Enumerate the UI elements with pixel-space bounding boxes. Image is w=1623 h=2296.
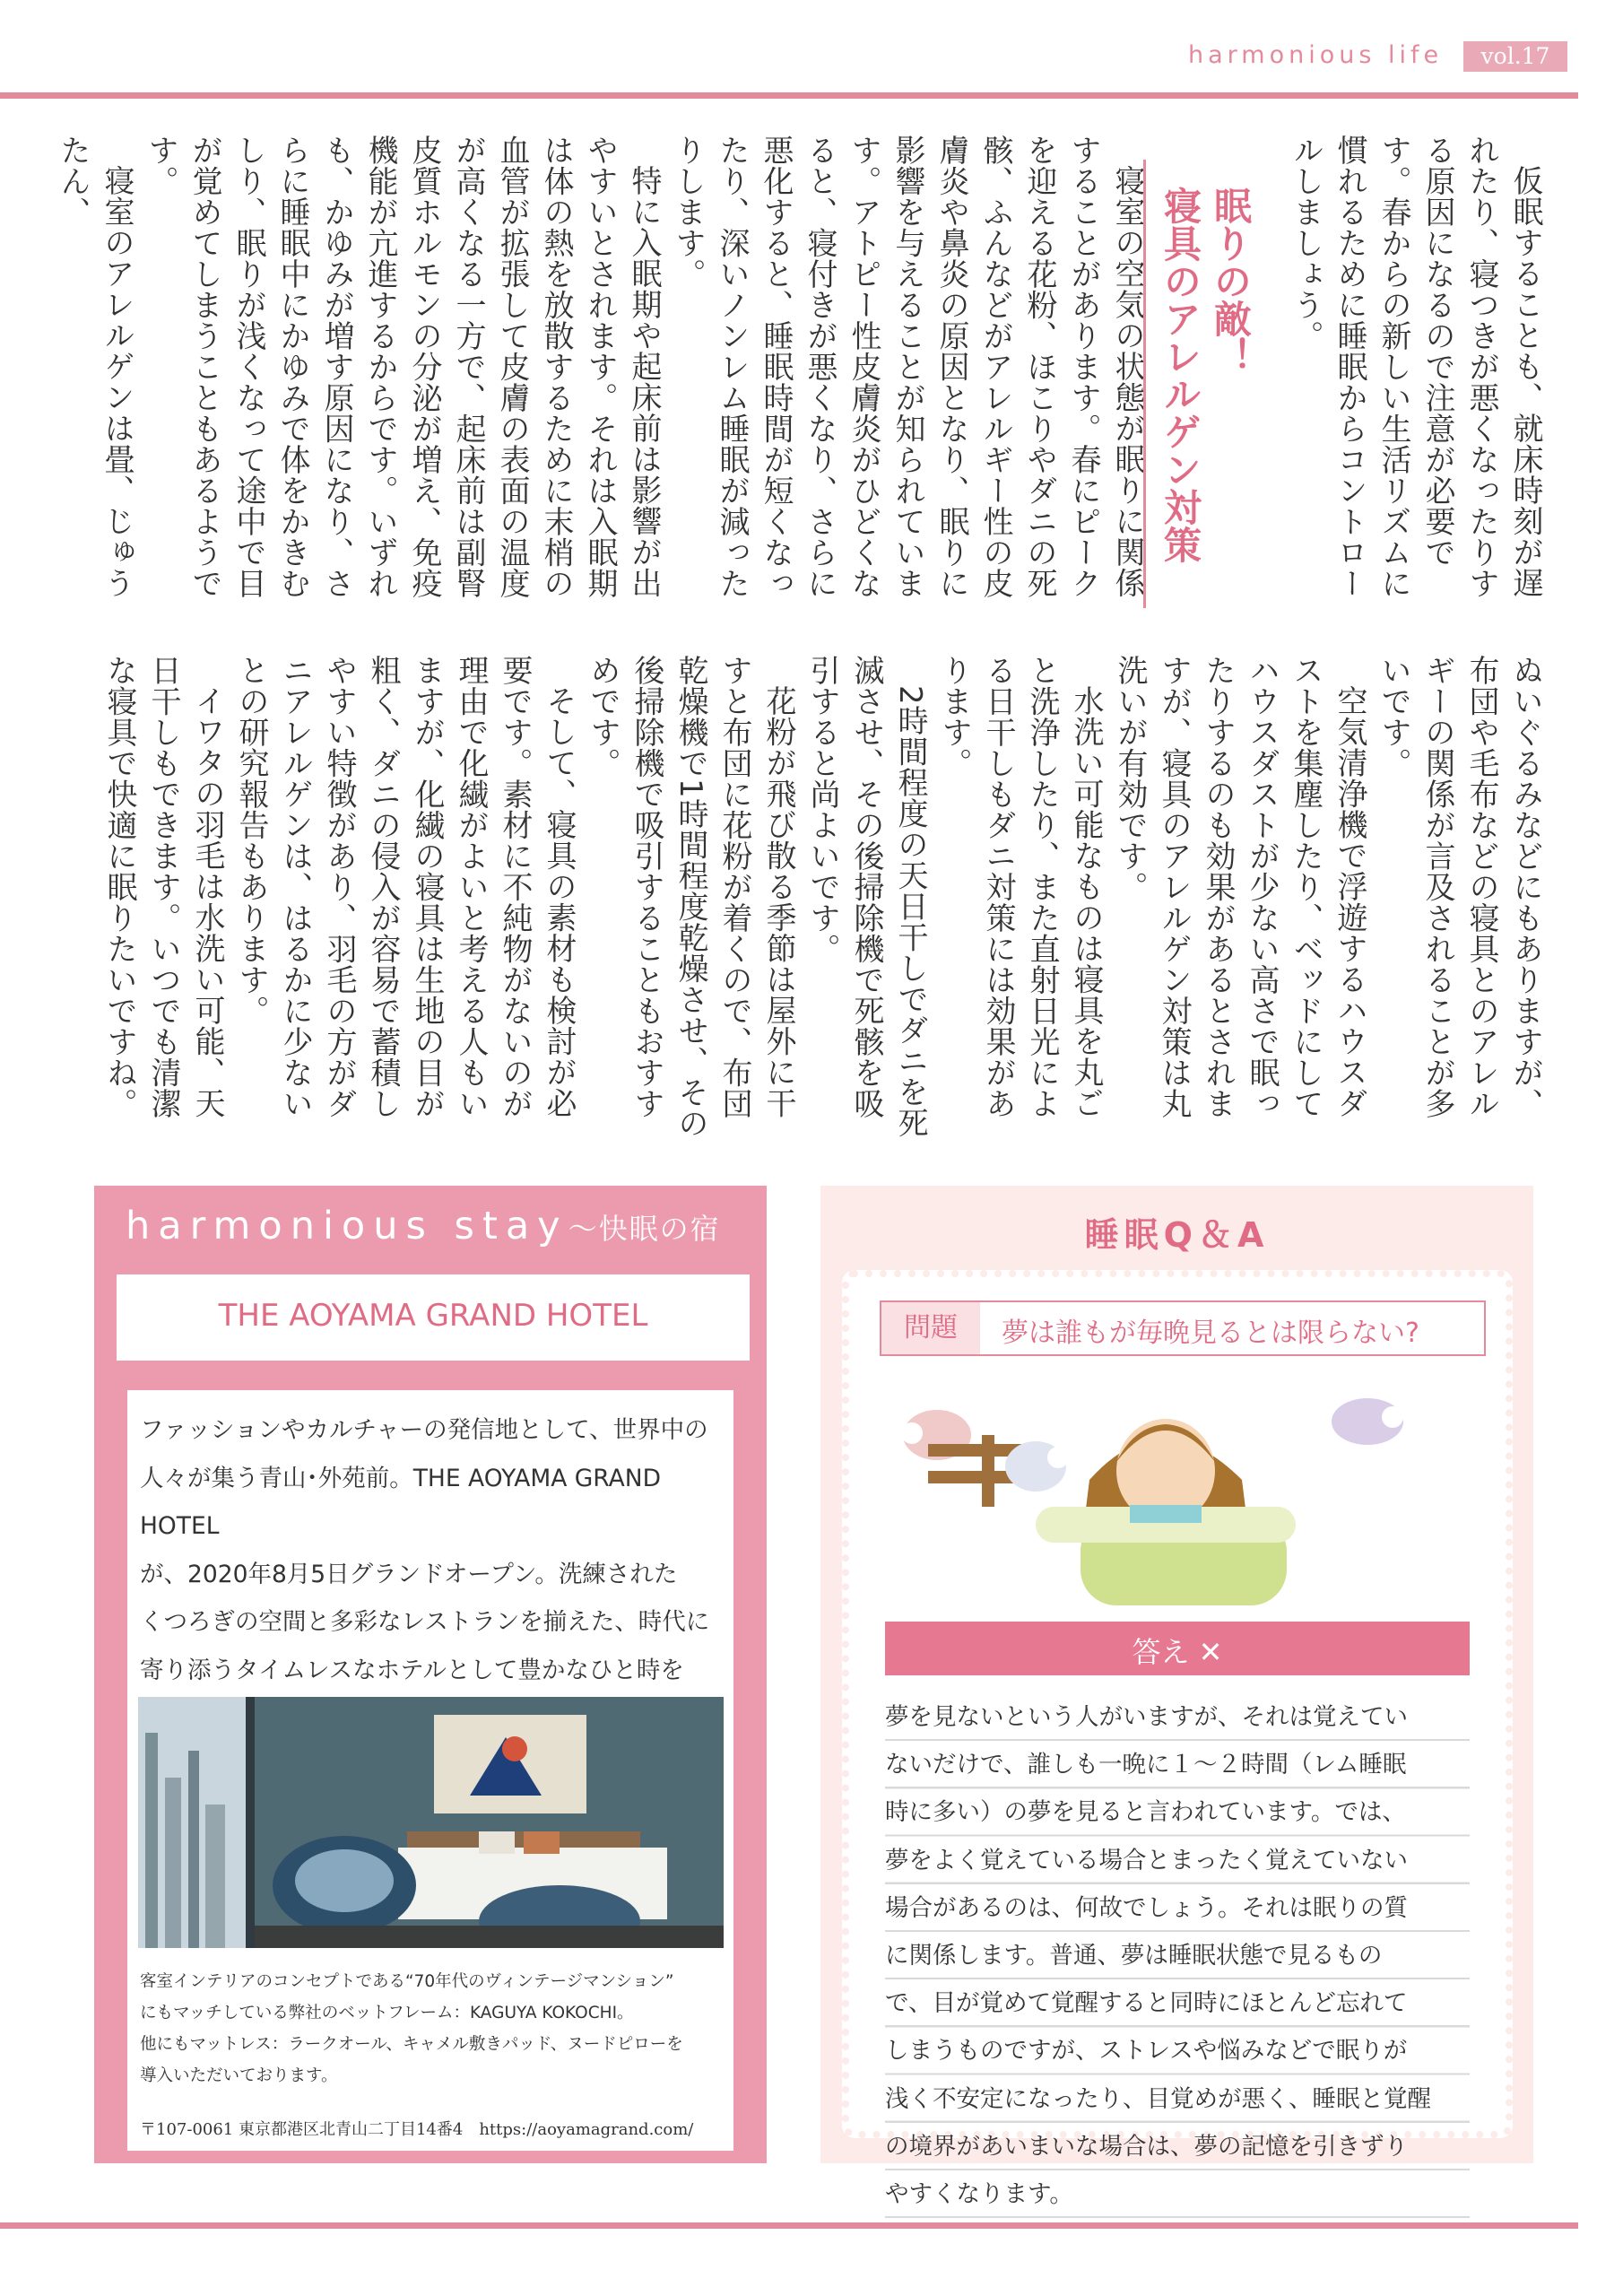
stay-line: くつろぎの空間と多彩なレストランを揃えた、時代に bbox=[140, 1608, 710, 1636]
article-paragraph: 水洗い可能なものは寝具を丸ごと洗浄したり、また直射日光による日干しもダニ対策には効果があります。 bbox=[936, 655, 1104, 1119]
stay-description bbox=[140, 1406, 723, 1743]
footer-rule bbox=[0, 2222, 1578, 2229]
article-paragraph: 仮眠することも、就床時刻が遅れたり、寝つきが悪くなったりする原因になるので注意が必要です。春からの新しい生活リズムに慣れるために睡眠からコントロールしましょう。 bbox=[1288, 135, 1543, 599]
hotel-name-box bbox=[114, 1272, 752, 1363]
answer-line: 夢を見ないという人がいますが、それは覚えてい bbox=[885, 1703, 1408, 1731]
stay-title-main: harmonious stay bbox=[126, 1204, 568, 1248]
stay-body bbox=[127, 1390, 733, 2151]
answer-line: 時に多い）の夢を見ると言われています。では、 bbox=[885, 1798, 1406, 1827]
answer-line: 場合があるのは、何故でしょう。それは眠りの質 bbox=[885, 1893, 1408, 1922]
answer-line: に関係します。普通、夢は睡眠状態で見るもの bbox=[885, 1942, 1383, 1970]
answer-text bbox=[885, 1693, 1470, 2218]
answer-label: 答え ✕ bbox=[1132, 1635, 1223, 1669]
caption-line: 客室インテリアのコンセプトである“70年代のヴィンテージマンション” bbox=[140, 1972, 674, 1991]
photo-caption bbox=[140, 1966, 723, 2092]
sleep-illustration-icon bbox=[901, 1372, 1466, 1614]
sleep-qa-card bbox=[820, 1186, 1533, 2209]
article-paragraph: そして、寝具の素材も検討が必要です。素材に不純物がないのが理由で化繊がよいと考える人もいますが、化繊の寝具は生地の目が粗く、ダニの侵入が容易で蓄積しやすい特徴があり、羽毛の方がダニアレルゲンは、はるかに少ないとの研究報告もあります。 bbox=[233, 655, 577, 1119]
article-paragraph: 空気清浄機で浮遊するハウスダストを集塵したり、ベッドにしてハウスダストが少ない高さで眠ったりするのも効果があるとされますが、寝具のアレルゲン対策は丸洗いが有効です。 bbox=[1112, 655, 1367, 1119]
article-paragraph: 花粉が飛び散る季節は屋外に干すと布団に花粉が着くので、布団乾燥機で1時間程度乾燥させ、その後掃除機で吸引することもおすすめです。 bbox=[585, 655, 796, 1139]
stay-line: 人々が集う青山･外苑前。THE AOYAMA GRAND HOTEL bbox=[140, 1464, 662, 1540]
answer-line: 夢をよく覚えている場合とまったく覚えていない bbox=[885, 1846, 1408, 1874]
caption-line: にもマッチしている弊社のベットフレーム：KAGUYA KOKOCHI。 bbox=[140, 2004, 634, 2022]
answer-line: 浅く不安定になったり、目覚めが悪く、睡眠と覚醒 bbox=[885, 2084, 1431, 2113]
hotel-room-photo bbox=[138, 1697, 724, 1948]
article-top-column bbox=[55, 135, 1547, 623]
stay-line: ファッションやカルチャーの発信地として、世界中の bbox=[140, 1416, 708, 1444]
answer-line: しまうものですが、ストレスや悩みなどで眠りが bbox=[885, 2037, 1408, 2066]
answer-line: の境界があいまいな場合は、夢の記憶を引きずり bbox=[885, 2132, 1408, 2161]
caption-line: 他にもマットレス：ラークオール、キャメル敷きパッド、ヌードピローを bbox=[140, 2035, 683, 2054]
answer-line: ないだけで、誰しも一晩に１～２時間（レム睡眠 bbox=[885, 1751, 1407, 1779]
heading-line-2: 寝具のアレルゲン対策 bbox=[1159, 187, 1202, 563]
answer-line: やすくなります。 bbox=[885, 2180, 1073, 2209]
section-heading bbox=[1143, 160, 1254, 608]
stay-title-sub: ～快眠の宿 bbox=[568, 1212, 721, 1246]
article-paragraph: 2時間程度の天日干しでダニを死滅させ、その後掃除機で死骸を吸引すると尚よいです。 bbox=[804, 655, 928, 1139]
article-bottom-column bbox=[101, 655, 1547, 1139]
hotel-name: THE AOYAMA GRAND HOTEL bbox=[218, 1298, 648, 1334]
question-label: 問題 bbox=[881, 1302, 980, 1354]
volume-badge: vol.17 bbox=[1463, 41, 1567, 72]
stay-title bbox=[126, 1204, 721, 1248]
heading-line-1: 眠りの敵！ bbox=[1209, 187, 1253, 375]
header-rule bbox=[0, 92, 1578, 99]
article-paragraph: 特に入眠期や起床前は影響が出やすいとされます。それは入眠期は体の熱を放散するために末梢の血管が拡張して皮膚の表面の温度が高くなる一方で、起床前は副腎皮質ホルモンの分泌が増え、免疫機能が亢進するからです。いずれも、かゆみが増す原因になり、さらに睡眠中にかゆみで体をかきむしり、眠りが浅くなって途中で目が覚めてしまうこともあるようです。 bbox=[143, 135, 662, 599]
hotel-room-illustration bbox=[138, 1697, 724, 1948]
stay-line: 寄り添うタイムレスなホテルとして豊かなひと時を bbox=[140, 1656, 684, 1684]
answer-bar bbox=[885, 1622, 1470, 1675]
hotel-address: 〒107-0061 東京都港区北青山二丁目14番4 https://aoyamagrand.com/ bbox=[140, 2120, 694, 2139]
qa-title: 睡眠Q＆A bbox=[1084, 1215, 1270, 1255]
article-paragraph: 寝室の空気の状態が眠りに関係することがあります。春にピークを迎える花粉、ほこりやダニの死骸、ふんなどがアレルギー性の皮膚炎や鼻炎の原因となり、眠りに影響を与えることが知られています。アトピー性皮膚炎がひどくなると、寝付きが悪くなり、さらに悪化すると、睡眠時間が短くなったり、深いノンレム睡眠が減ったりします。 bbox=[670, 135, 1145, 599]
stay-line: が、2020年8月5日グランドオープン。洗練された bbox=[140, 1560, 678, 1588]
caption-line: 導入いただいております。 bbox=[140, 2066, 338, 2085]
answer-line: で、目が覚めて覚醒すると同時にほとんど忘れて bbox=[885, 1989, 1408, 2018]
question-box bbox=[880, 1300, 1486, 1356]
article-paragraph: イワタの羽毛は水洗い可能、天日干しもできます。いつでも清潔な寝具で快適に眠りたいですね。 bbox=[101, 655, 225, 1119]
sleeping-girl-illustration bbox=[901, 1372, 1466, 1614]
magazine-title: harmonious life bbox=[1188, 41, 1444, 69]
article-paragraph: 寝室のアレルゲンは畳、じゅうたん、 bbox=[55, 135, 135, 598]
question-text: 夢は誰もが毎晩見るとは限らない? bbox=[1002, 1318, 1419, 1349]
harmonious-stay-card bbox=[94, 1186, 767, 2163]
article-paragraph: ぬいぐるみなどにもありますが、布団や毛布などの寝具とのアレルギーの関係が言及されることが多いです。 bbox=[1376, 655, 1543, 1119]
